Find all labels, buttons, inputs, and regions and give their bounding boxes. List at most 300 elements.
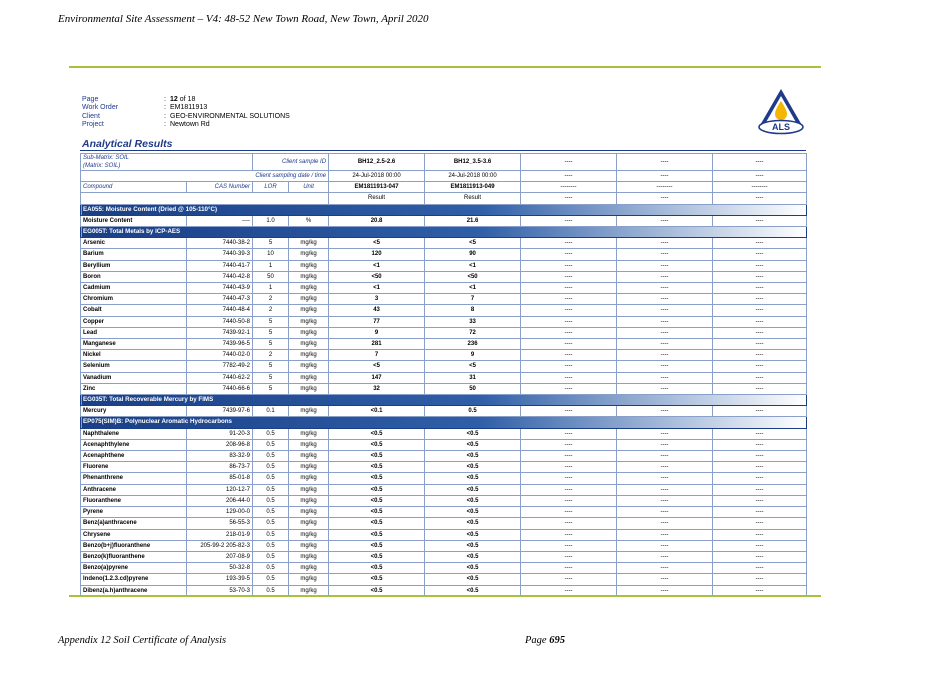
result-2: <1 (425, 283, 521, 294)
unit-value: mg/kg (289, 439, 329, 450)
section-title: EG035T: Total Recoverable Mercury by FIMS (81, 395, 807, 406)
table-row (81, 428, 807, 439)
cas-number: 53-70-3 (187, 585, 253, 596)
lor-value: 0.5 (253, 439, 289, 450)
table-row (81, 551, 807, 562)
result-2: 0.5 (425, 406, 521, 417)
lor-value: 0.5 (253, 495, 289, 506)
table-row (81, 563, 807, 574)
section-header (81, 417, 807, 428)
lab-id-3: -------- (521, 182, 617, 193)
result-4: ---- (617, 451, 713, 462)
unit-value: mg/kg (289, 372, 329, 383)
section-title: EA055: Moisture Content (Dried @ 105-110°C) (81, 204, 807, 215)
result-1: <0.5 (329, 473, 425, 484)
compound-name: Barium (81, 249, 187, 260)
lor-value: 0.1 (253, 406, 289, 417)
result-5: ---- (713, 439, 807, 450)
compound-name: Acenaphthylene (81, 439, 187, 450)
result-5: ---- (713, 473, 807, 484)
cas-number: 7440-48-4 (187, 305, 253, 316)
result-1: <0.5 (329, 518, 425, 529)
compound-name: Benz(a)anthracene (81, 518, 187, 529)
result-4: ---- (617, 383, 713, 394)
cas-number: 7440-02-0 (187, 350, 253, 361)
sampling-date-label: Client sampling date / time (81, 171, 329, 182)
result-3: ---- (521, 574, 617, 585)
lor-value: 0.5 (253, 507, 289, 518)
result-4: ---- (617, 316, 713, 327)
unit-value: mg/kg (289, 518, 329, 529)
result-1: <0.1 (329, 406, 425, 417)
sample-id-3: ---- (521, 154, 617, 171)
result-3: ---- (521, 327, 617, 338)
result-3: ---- (521, 495, 617, 506)
page-of: of (179, 96, 186, 103)
lor-value: 0.5 (253, 563, 289, 574)
cas-number: 91-20-3 (187, 428, 253, 439)
page-title: Analytical Results (82, 138, 173, 150)
lab-id-5: -------- (713, 182, 807, 193)
footer-page-label: Page (525, 635, 547, 646)
unit-value: mg/kg (289, 283, 329, 294)
lor-value: 0.5 (253, 473, 289, 484)
result-1: 9 (329, 327, 425, 338)
table-row (81, 495, 807, 506)
work-order-label: Work Order (82, 104, 119, 112)
lor-value: 2 (253, 350, 289, 361)
sampling-date-2: 24-Jul-2018 00:00 (425, 171, 521, 182)
result-4: ---- (617, 574, 713, 585)
cas-number: 206-44-0 (187, 495, 253, 506)
footer-page (525, 635, 565, 646)
result-2: 72 (425, 327, 521, 338)
result-3: ---- (521, 305, 617, 316)
compound-name: Moisture Content (81, 215, 187, 226)
compound-name: Beryllium (81, 260, 187, 271)
result-4: ---- (617, 563, 713, 574)
result-2: 8 (425, 305, 521, 316)
table-row (81, 473, 807, 484)
section-header (81, 204, 807, 215)
result-2: <0.5 (425, 518, 521, 529)
result-5: ---- (713, 339, 807, 350)
result-2: <0.5 (425, 585, 521, 596)
cas-number: 85-01-8 (187, 473, 253, 484)
result-5: ---- (713, 361, 807, 372)
result-1: 3 (329, 294, 425, 305)
result-5: ---- (713, 507, 807, 518)
cas-number: 83-32-9 (187, 451, 253, 462)
result-1: <0.5 (329, 585, 425, 596)
compound-name: Chromium (81, 294, 187, 305)
sampling-date-3: ---- (521, 171, 617, 182)
client-sample-id-label: Client sample ID (253, 154, 329, 171)
result-4: ---- (617, 462, 713, 473)
result-4: ---- (617, 372, 713, 383)
result-1: <0.5 (329, 540, 425, 551)
cas-number: 208-96-8 (187, 439, 253, 450)
unit-value: mg/kg (289, 551, 329, 562)
lor-value: 1 (253, 283, 289, 294)
result-1: 281 (329, 339, 425, 350)
lor-value: 5 (253, 339, 289, 350)
cas-number: 129-00-0 (187, 507, 253, 518)
section-title: EP075(SIM)B: Polynuclear Aromatic Hydrocarbons (81, 417, 807, 428)
lor-value: 5 (253, 383, 289, 394)
result-4: ---- (617, 585, 713, 596)
section-title: EG005T: Total Metals by ICP-AES (81, 227, 807, 238)
result-5: ---- (713, 327, 807, 338)
result-5: ---- (713, 563, 807, 574)
table-row (81, 451, 807, 462)
cas-number: 7439-92-1 (187, 327, 253, 338)
result-1: <0.5 (329, 574, 425, 585)
sub-matrix-label: Sub-Matrix: SOIL (83, 155, 130, 161)
footer-page-number: 695 (549, 635, 565, 646)
result-4: ---- (617, 238, 713, 249)
result-2: <1 (425, 260, 521, 271)
unit-value: mg/kg (289, 529, 329, 540)
result-1: <5 (329, 238, 425, 249)
compound-name: Acenaphthene (81, 451, 187, 462)
unit-value: mg/kg (289, 238, 329, 249)
result-4: ---- (617, 249, 713, 260)
compound-name: Copper (81, 316, 187, 327)
sample-id-1: BH12_2.5-2.6 (329, 154, 425, 171)
lab-id-2: EM1811913-049 (425, 182, 521, 193)
result-5: ---- (713, 283, 807, 294)
lor-value: 5 (253, 316, 289, 327)
matrix-label: (Matrix: SOIL) (83, 163, 121, 169)
unit-value: mg/kg (289, 339, 329, 350)
result-2: <0.5 (425, 462, 521, 473)
result-3: ---- (521, 294, 617, 305)
result-1: <50 (329, 271, 425, 282)
cas-number: 7440-42-8 (187, 271, 253, 282)
result-3: ---- (521, 283, 617, 294)
result-label-2: Result (425, 193, 521, 204)
lor-value: 5 (253, 372, 289, 383)
result-2: 50 (425, 383, 521, 394)
result-3: ---- (521, 551, 617, 562)
lor-value: 0.5 (253, 551, 289, 562)
table-row (81, 327, 807, 338)
result-3: ---- (521, 473, 617, 484)
result-5: ---- (713, 406, 807, 417)
result-2: <0.5 (425, 439, 521, 450)
sampling-date-5: ---- (713, 171, 807, 182)
result-5: ---- (713, 249, 807, 260)
unit-value: mg/kg (289, 462, 329, 473)
title-rule (80, 150, 806, 151)
result-4: ---- (617, 294, 713, 305)
result-3: ---- (521, 585, 617, 596)
unit-value: mg/kg (289, 451, 329, 462)
compound-name: Phenanthrene (81, 473, 187, 484)
result-4: ---- (617, 215, 713, 226)
footer-appendix: Appendix 12 Soil Certificate of Analysis (58, 635, 227, 646)
lor-value: 0.5 (253, 518, 289, 529)
unit-value: mg/kg (289, 495, 329, 506)
lor-value: 0.5 (253, 585, 289, 596)
result-1: <0.5 (329, 462, 425, 473)
result-5: ---- (713, 372, 807, 383)
table-row (81, 372, 807, 383)
result-label-1: Result (329, 193, 425, 204)
compound-name: Manganese (81, 339, 187, 350)
lor-value: 1 (253, 260, 289, 271)
result-3: ---- (521, 249, 617, 260)
page-label: Page (82, 96, 99, 103)
result-4: ---- (617, 484, 713, 495)
compound-name: Dibenz(a.h)anthracene (81, 585, 187, 596)
table-row (81, 507, 807, 518)
result-label-5: ---- (713, 193, 807, 204)
result-4: ---- (617, 339, 713, 350)
result-3: ---- (521, 238, 617, 249)
result-5: ---- (713, 350, 807, 361)
result-1: <0.5 (329, 507, 425, 518)
unit-value: mg/kg (289, 507, 329, 518)
table-row (81, 316, 807, 327)
cas-number: 7439-96-5 (187, 339, 253, 350)
unit-value: mg/kg (289, 271, 329, 282)
report-info: Page : 12 of 18 Work Order : EM1811913 Client : GEO-ENVIRONMENTAL SOLUTIONS Project : Newtown Rd (82, 96, 290, 129)
result-5: ---- (713, 316, 807, 327)
lor-header: LOR (253, 182, 289, 193)
lor-value: 0.5 (253, 484, 289, 495)
compound-name: Chrysene (81, 529, 187, 540)
result-1: <0.5 (329, 529, 425, 540)
unit-value: mg/kg (289, 350, 329, 361)
unit-value: mg/kg (289, 484, 329, 495)
lor-value: 0.5 (253, 574, 289, 585)
result-3: ---- (521, 540, 617, 551)
cas-number: 7440-66-6 (187, 383, 253, 394)
result-5: ---- (713, 529, 807, 540)
sample-id-5: ---- (713, 154, 807, 171)
result-1: <0.5 (329, 551, 425, 562)
result-3: ---- (521, 361, 617, 372)
result-2: <0.5 (425, 451, 521, 462)
table-row (81, 260, 807, 271)
result-4: ---- (617, 428, 713, 439)
result-2: 9 (425, 350, 521, 361)
result-1: <5 (329, 361, 425, 372)
sampling-date-1: 24-Jul-2018 00:00 (329, 171, 425, 182)
result-2: <0.5 (425, 563, 521, 574)
compound-name: Zinc (81, 383, 187, 394)
unit-value: mg/kg (289, 540, 329, 551)
result-3: ---- (521, 372, 617, 383)
result-5: ---- (713, 495, 807, 506)
compound-name: Fluorene (81, 462, 187, 473)
result-2: <0.5 (425, 540, 521, 551)
result-3: ---- (521, 350, 617, 361)
result-4: ---- (617, 260, 713, 271)
compound-name: Cadmium (81, 283, 187, 294)
cas-number: 7440-38-2 (187, 238, 253, 249)
result-2: <0.5 (425, 529, 521, 540)
result-5: ---- (713, 585, 807, 596)
compound-name: Cobalt (81, 305, 187, 316)
cas-number: 7440-50-8 (187, 316, 253, 327)
cas-number: 7440-43-9 (187, 283, 253, 294)
result-4: ---- (617, 361, 713, 372)
result-5: ---- (713, 383, 807, 394)
cas-number: 7440-47-3 (187, 294, 253, 305)
table-row (81, 462, 807, 473)
compound-name: Selenium (81, 361, 187, 372)
header-row-lab-id (81, 182, 807, 193)
section-header (81, 227, 807, 238)
table-row (81, 215, 807, 226)
unit-value: mg/kg (289, 473, 329, 484)
result-2: <0.5 (425, 551, 521, 562)
sample-id-4: ---- (617, 154, 713, 171)
unit-value: mg/kg (289, 316, 329, 327)
document-header: Environmental Site Assessment – V4: 48-52 New Town Road, New Town, April 2020 (58, 13, 429, 25)
result-4: ---- (617, 406, 713, 417)
unit-value: mg/kg (289, 428, 329, 439)
result-3: ---- (521, 316, 617, 327)
header-row-sampling-date (81, 171, 807, 182)
cas-number: 56-55-3 (187, 518, 253, 529)
result-3: ---- (521, 260, 617, 271)
cas-number: ---- (187, 215, 253, 226)
result-5: ---- (713, 428, 807, 439)
result-2: <0.5 (425, 484, 521, 495)
result-5: ---- (713, 484, 807, 495)
cas-number: 205-99-2 205-82-3 (187, 540, 253, 551)
als-logo (756, 87, 806, 135)
result-1: <1 (329, 260, 425, 271)
cas-number: 7440-39-3 (187, 249, 253, 260)
table-row (81, 249, 807, 260)
result-label-3: ---- (521, 193, 617, 204)
lor-value: 5 (253, 361, 289, 372)
result-5: ---- (713, 462, 807, 473)
result-3: ---- (521, 529, 617, 540)
client-value: GEO-ENVIRONMENTAL SOLUTIONS (170, 112, 290, 120)
unit-value: mg/kg (289, 305, 329, 316)
result-2: <0.5 (425, 428, 521, 439)
result-3: ---- (521, 339, 617, 350)
compound-name: Benzo(k)fluoranthene (81, 551, 187, 562)
result-4: ---- (617, 271, 713, 282)
cas-number: 50-32-8 (187, 563, 253, 574)
compound-name: Lead (81, 327, 187, 338)
result-3: ---- (521, 215, 617, 226)
result-5: ---- (713, 574, 807, 585)
unit-value: mg/kg (289, 249, 329, 260)
result-5: ---- (713, 451, 807, 462)
table-row (81, 361, 807, 372)
result-2: <0.5 (425, 574, 521, 585)
table-row (81, 406, 807, 417)
result-1: 120 (329, 249, 425, 260)
compound-name: Indeno(1.2.3.cd)pyrene (81, 574, 187, 585)
cas-number: 7440-41-7 (187, 260, 253, 271)
lor-value: 10 (253, 249, 289, 260)
logo-text: ALS (772, 122, 790, 133)
page-current: 12 (170, 96, 178, 103)
compound-name: Anthracene (81, 484, 187, 495)
client-label: Client (82, 112, 100, 120)
result-2: <0.5 (425, 495, 521, 506)
unit-value: mg/kg (289, 383, 329, 394)
result-3: ---- (521, 451, 617, 462)
lor-value: 0.5 (253, 540, 289, 551)
lor-value: 2 (253, 294, 289, 305)
result-2: 236 (425, 339, 521, 350)
table-row (81, 350, 807, 361)
result-4: ---- (617, 473, 713, 484)
compound-name: Vanadium (81, 372, 187, 383)
result-1: <0.5 (329, 495, 425, 506)
table-row (81, 339, 807, 350)
table-row (81, 574, 807, 585)
unit-value: mg/kg (289, 563, 329, 574)
section-header (81, 395, 807, 406)
result-5: ---- (713, 294, 807, 305)
result-1: 20.8 (329, 215, 425, 226)
compound-name: Mercury (81, 406, 187, 417)
project-value: Newtown Rd (170, 121, 210, 129)
table-row (81, 271, 807, 282)
result-1: <1 (329, 283, 425, 294)
result-3: ---- (521, 507, 617, 518)
result-4: ---- (617, 327, 713, 338)
project-label: Project (82, 121, 104, 129)
compound-name: Fluoranthene (81, 495, 187, 506)
table-row (81, 294, 807, 305)
cas-number: 7782-49-2 (187, 361, 253, 372)
result-5: ---- (713, 215, 807, 226)
result-1: 7 (329, 350, 425, 361)
lor-value: 0.5 (253, 462, 289, 473)
cas-number: 120-12-7 (187, 484, 253, 495)
lor-value: 0.5 (253, 529, 289, 540)
result-1: <0.5 (329, 563, 425, 574)
result-2: 90 (425, 249, 521, 260)
result-2: 33 (425, 316, 521, 327)
result-3: ---- (521, 271, 617, 282)
result-3: ---- (521, 484, 617, 495)
result-1: <0.5 (329, 451, 425, 462)
lab-id-4: -------- (617, 182, 713, 193)
result-3: ---- (521, 383, 617, 394)
table-row (81, 484, 807, 495)
cas-header: CAS Number (187, 182, 253, 193)
table-row (81, 540, 807, 551)
result-2: <5 (425, 361, 521, 372)
result-4: ---- (617, 305, 713, 316)
compound-name: Pyrene (81, 507, 187, 518)
lor-value: 5 (253, 327, 289, 338)
result-4: ---- (617, 540, 713, 551)
table-row (81, 283, 807, 294)
result-5: ---- (713, 238, 807, 249)
result-3: ---- (521, 439, 617, 450)
unit-value: mg/kg (289, 361, 329, 372)
result-3: ---- (521, 428, 617, 439)
result-1: <0.5 (329, 484, 425, 495)
result-1: 77 (329, 316, 425, 327)
compound-name: Naphthalene (81, 428, 187, 439)
result-2: 21.6 (425, 215, 521, 226)
